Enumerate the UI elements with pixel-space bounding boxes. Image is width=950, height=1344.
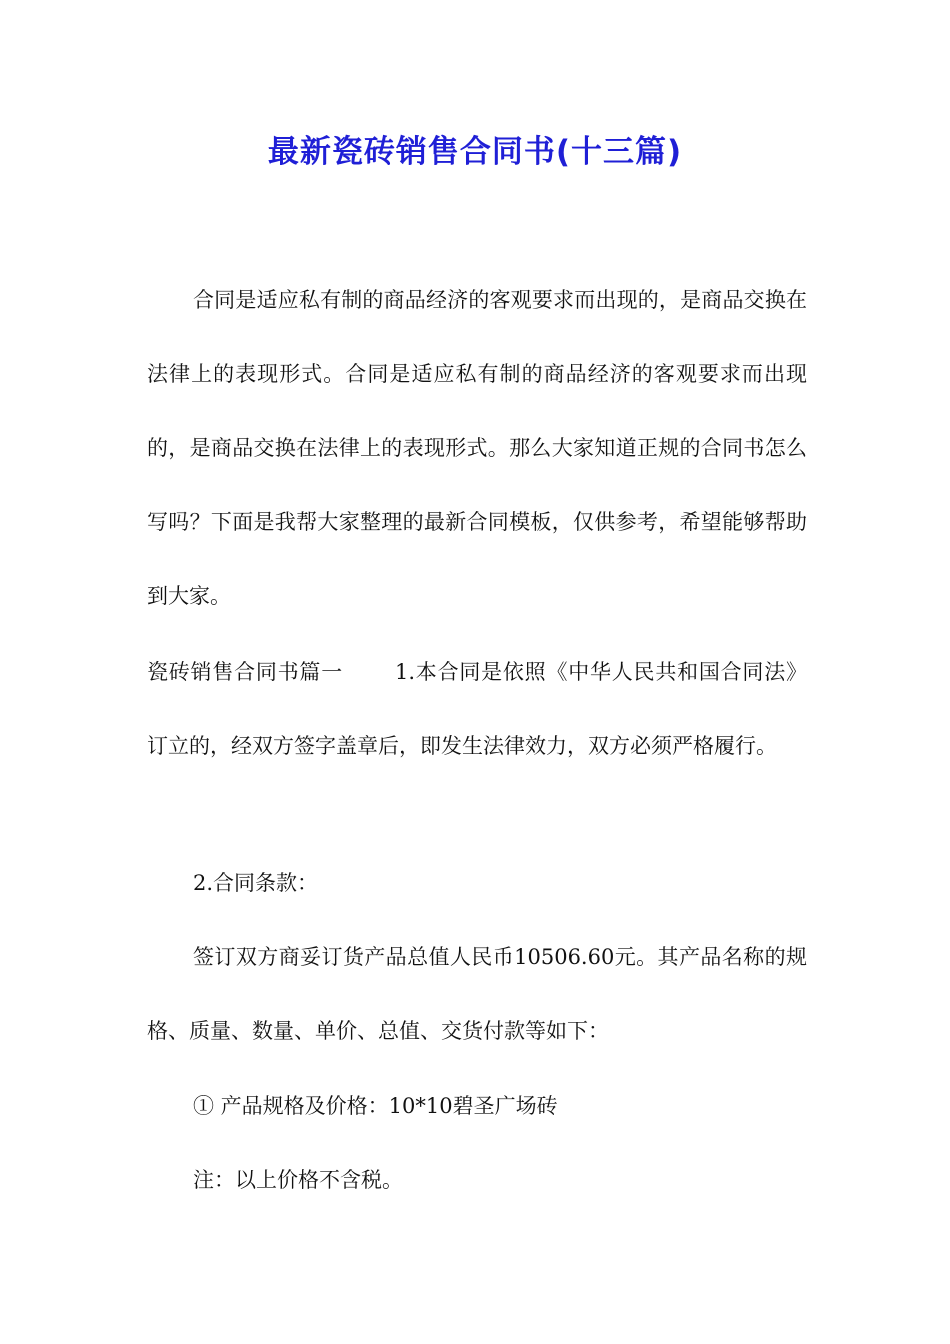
- section-heading: 瓷砖销售合同书篇一: [147, 660, 343, 684]
- item-1-text: ① 产品规格及价格：10*10碧圣广场砖: [193, 1094, 558, 1118]
- clause-2-heading-block: [147, 846, 807, 920]
- clause-2-heading: 2.合同条款：: [193, 871, 319, 895]
- clause-2-body: 签订双方商妥订货产品总值人民币10506.60元。其产品名称的规格、质量、数量、单价、总值、交货付款等如下：: [147, 945, 807, 1043]
- note-block: [147, 1143, 807, 1217]
- intro-paragraph: [147, 263, 807, 633]
- section-one-paragraph: [147, 635, 807, 783]
- note-text: 注：以上价格不含税。: [193, 1168, 403, 1192]
- clause-1-text: 1.本合同是依照《中华人民共和国合同法》订立的，经双方签字盖章后，即发生法律效力，双方必须严格履行。: [147, 660, 807, 758]
- intro-text: 合同是适应私有制的商品经济的客观要求而出现的，是商品交换在法律上的表现形式。合同是适应私有制的商品经济的客观要求而出现的，是商品交换在法律上的表现形式。那么大家知道正规的合同书怎么写吗？下面是我帮大家整理的最新合同模板，仅供参考，希望能够帮助到大家。: [147, 288, 807, 608]
- item-1-block: [147, 1069, 807, 1143]
- clause-2-body-block: [147, 920, 807, 1068]
- document-title: 最新瓷砖销售合同书(十三篇): [267, 134, 683, 170]
- section-one: [147, 635, 807, 783]
